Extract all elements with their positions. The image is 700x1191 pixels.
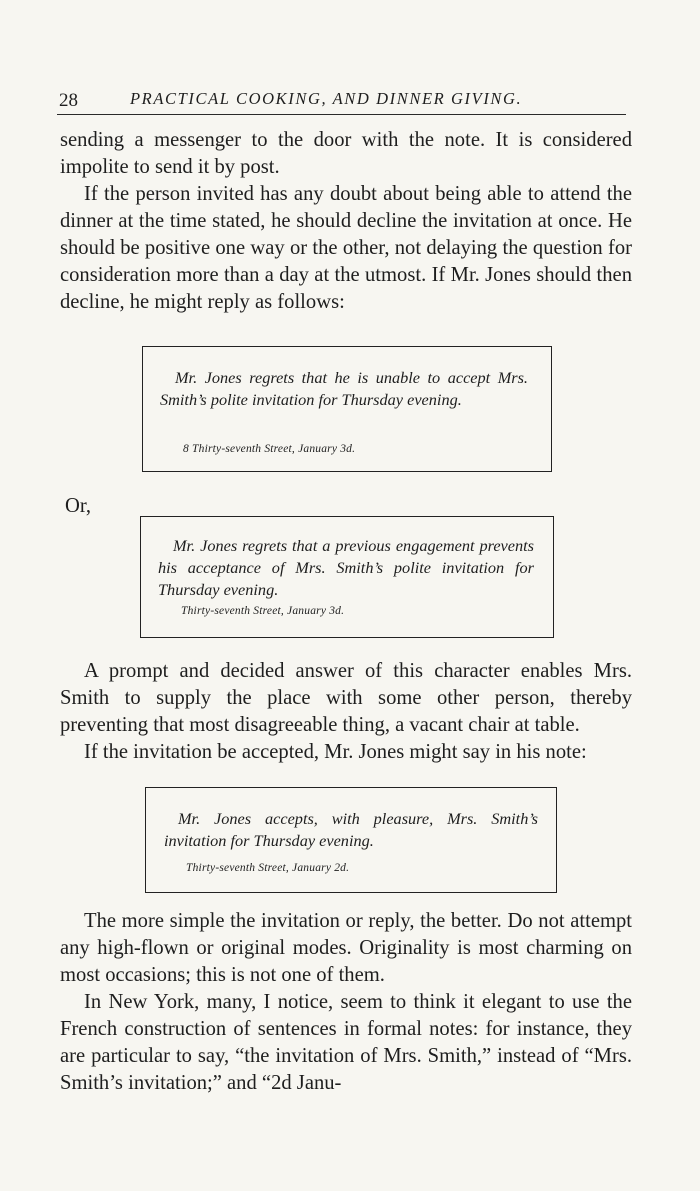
paragraph-decline-advice: If the person invited has any doubt about being able to attend the dinner at the time stated, he should decline the invitation at once. He should be positive one way or the other, not delaying the question for consideration more than a day at the utmost. If Mr. Jones should then decline, he might reply as follows: <box>60 183 632 313</box>
running-title: PRACTICAL COOKING, AND DINNER GIVING. <box>130 89 523 108</box>
note-accept-address: Thirty-seventh Street, January 2d. <box>186 862 350 874</box>
note-accept <box>145 787 557 893</box>
note-accept-text: Mr. Jones accepts, with pleasure, Mrs. Smith’s invitation for Thursday evening. <box>164 809 538 850</box>
page-number: 28 <box>59 90 78 111</box>
note-decline-unable <box>142 346 552 472</box>
or-label: Or, <box>65 495 92 517</box>
note-decline-unable-address: 8 Thirty-seventh Street, January 3d. <box>183 443 356 455</box>
paragraph-acceptance: If the invitation be accepted, Mr. Jones might say in his note: <box>84 741 587 763</box>
note-decline-unable-text: Mr. Jones regrets that he is unable to accept Mrs. Smith’s polite invitation for Thursday evening. <box>160 368 528 409</box>
paragraph-prompt-answer: A prompt and decided answer of this character enables Mrs. Smith to supply the place with some other person, thereby preventing that most disagreeable thing, a vacant chair at table. <box>60 660 632 736</box>
note-decline-engagement <box>140 516 554 638</box>
note-decline-engagement-text: Mr. Jones regrets that a previous engagement prevents his acceptance of Mrs. Smith’s polite invitation for Thursday evening. <box>158 536 534 599</box>
paragraph-sending-note: sending a messenger to the door with the note. It is considered impolite to send it by post. <box>60 129 632 178</box>
paragraph-new-york: In New York, many, I notice, seem to think it elegant to use the French construction of sentences in formal notes: for instance, they are particular to say, “the invitation of Mrs. Smith,” instead of “Mrs. Smith’s invitation;” and “2d Janu- <box>60 991 632 1094</box>
running-head <box>57 84 626 115</box>
paragraph-simple-invitation: The more simple the invitation or reply, the better. Do not attempt any high-flown or original modes. Originality is most charming on most occasions; this is not one of them. <box>60 910 632 986</box>
note-decline-engagement-address: Thirty-seventh Street, January 3d. <box>181 605 345 617</box>
